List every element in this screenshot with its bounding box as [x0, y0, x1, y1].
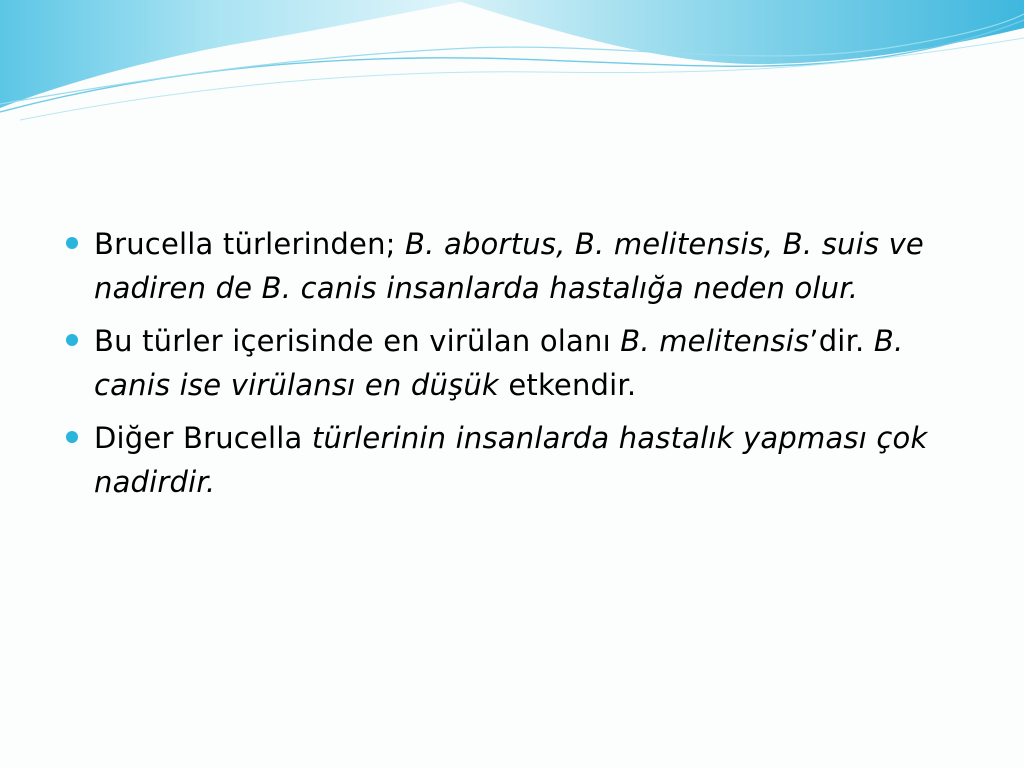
bullet-segment: etkendir. — [508, 368, 637, 402]
bullet-segment-italic: B. abortus, B. melitensis, B. suis ve nadiren de B. canis insanlarda hastalığa neden olur. — [94, 227, 924, 305]
bullet-item — [64, 319, 944, 407]
bullet-segment-italic: B. melitensis — [620, 324, 810, 358]
bullet-segment: ’dir. — [809, 324, 874, 358]
bullet-segment: Brucella türlerinden; — [94, 227, 406, 261]
bullet-item — [64, 416, 944, 504]
bullet-segment-italic: türlerinin insanlarda hastalık yapması çok nadirdir. — [94, 421, 928, 499]
bullet-dot-icon — [66, 237, 78, 249]
bullet-list — [64, 222, 944, 513]
wave-right-shape — [455, 0, 1024, 64]
bullet-dot-icon — [66, 431, 78, 443]
bullet-segment: Diğer Brucella — [94, 421, 312, 455]
bullet-segment: Bu türler içerisinde en virülan olanı — [94, 324, 621, 358]
header-wave-decoration — [0, 0, 1024, 130]
bullet-segment-italic: B. canis ise virülansı en düşük — [94, 324, 904, 402]
bullet-dot-icon — [66, 334, 78, 346]
bullet-item — [64, 222, 944, 310]
